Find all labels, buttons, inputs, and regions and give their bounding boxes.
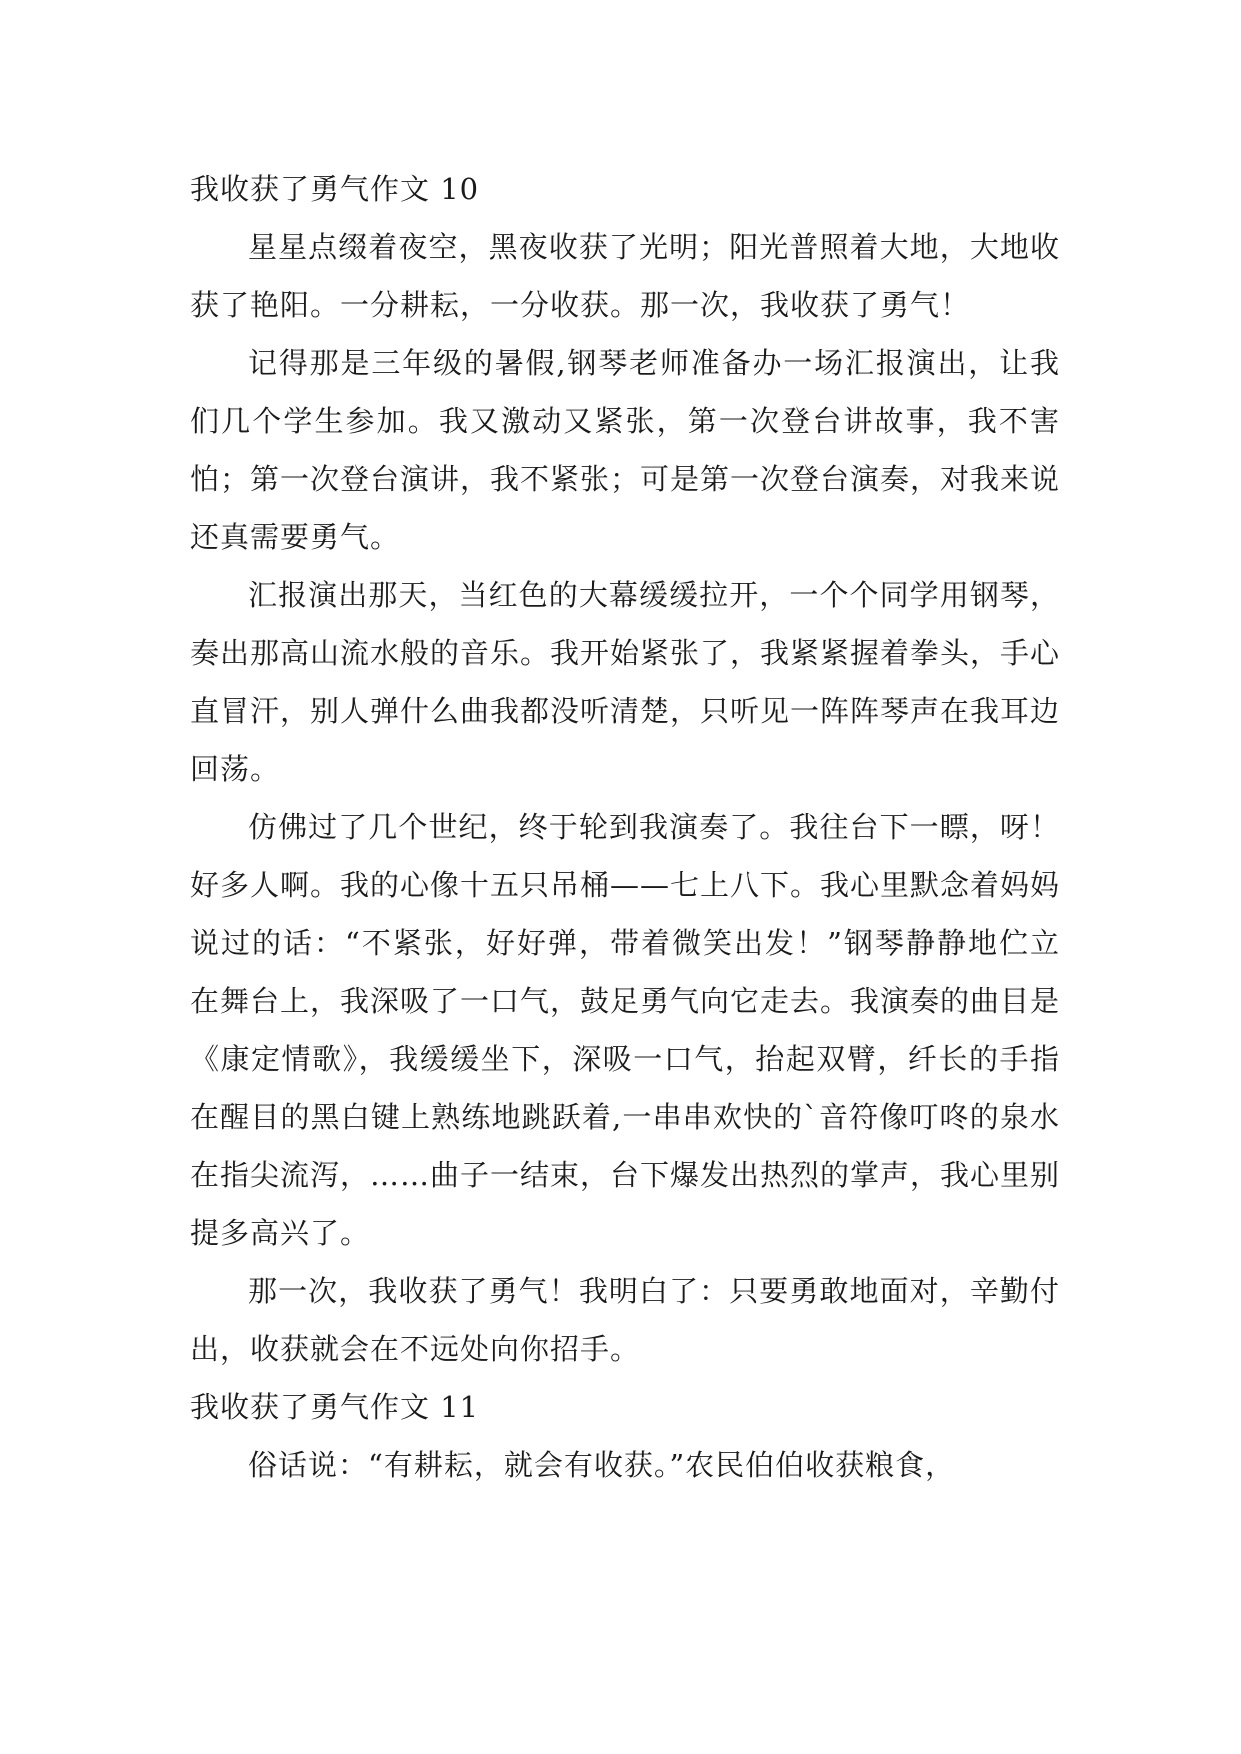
paragraph: 仿佛过了几个世纪，终于轮到我演奏了。我往台下一瞟，呀！好多人啊。我的心像十五只吊桶——七上八下。我心里默念着妈妈说过的话：“不紧张，好好弹，带着微笑出发！”钢琴静静地伫立在舞台上，我深吸了一口气，鼓足勇气向它走去。我演奏的曲目是《康定情歌》，我缓缓坐下，深吸一口气，抬起双臂，纤长的手指在醒目的黑白键上熟练地跳跃着,一串串欢快的`音符像叮咚的泉水在指尖流泻，……曲子一结束，台下爆发出热烈的掌声，我心里别提多高兴了。 [190, 810, 1061, 1250]
essay-heading: 我收获了勇气作文 10 [190, 172, 480, 206]
paragraph: 俗话说：“有耕耘，就会有收获。”农民伯伯收获粮食， [248, 1448, 956, 1482]
paragraph: 汇报演出那天，当红色的大幕缓缓拉开，一个个同学用钢琴，奏出那高山流水般的音乐。我开始紧张了，我紧紧握着拳头，手心直冒汗，别人弹什么曲我都没听清楚，只听见一阵阵琴声在我耳边回荡。 [190, 578, 1061, 786]
paragraph: 星星点缀着夜空，黑夜收获了光明；阳光普照着大地，大地收获了艳阳。一分耕耘，一分收获。那一次，我收获了勇气！ [190, 230, 1060, 322]
paragraph: 那一次，我收获了勇气！我明白了：只要勇敢地面对，辛勤付出，收获就会在不远处向你招手。 [190, 1274, 1060, 1366]
essay-heading: 我收获了勇气作文 11 [190, 1390, 480, 1424]
document-page [190, 160, 1060, 1494]
paragraph: 记得那是三年级的暑假,钢琴老师准备办一场汇报演出，让我们几个学生参加。我又激动又紧张，第一次登台讲故事，我不害怕；第一次登台演讲，我不紧张；可是第一次登台演奏，对我来说还真需要勇气。 [190, 346, 1061, 554]
